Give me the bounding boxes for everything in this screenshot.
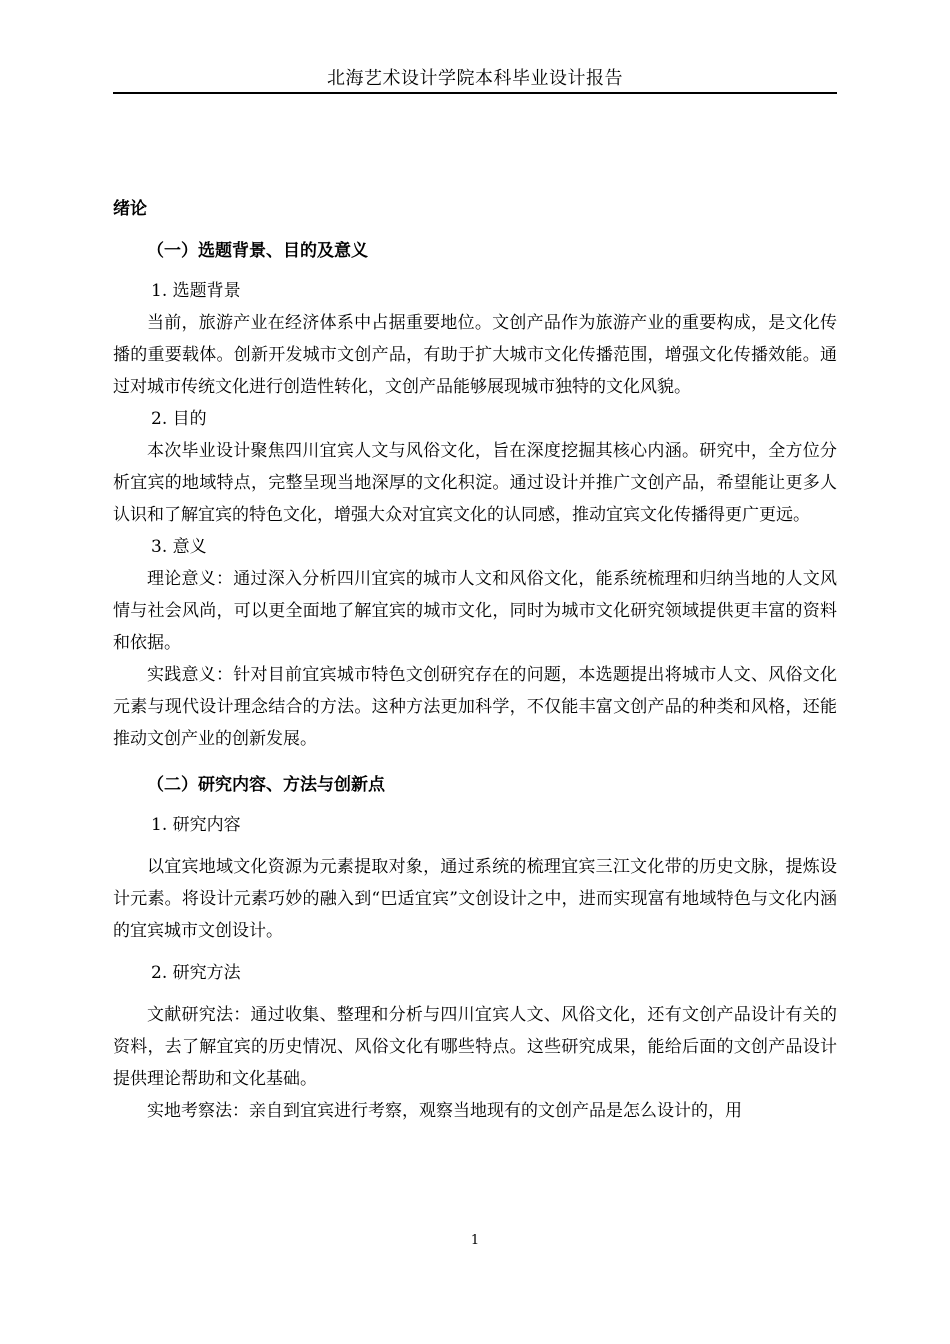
document-body [113,193,837,1127]
practice-significance-paragraph: 实践意义：针对目前宜宾城市特色文创研究存在的问题，本选题提出将城市人文、风俗文化元素与现代设计理念结合的方法。这种方法更加科学，不仅能丰富文创产品的种类和风格，还能推动文创产业的创新发展。 [113,665,837,749]
method-heading: 2. 研究方法 [151,963,241,983]
purpose-paragraph: 本次毕业设计聚焦四川宜宾人文与风俗文化，旨在深度挖掘其核心内涵。研究中，全方位分析宜宾的地域特点，完整呈现当地深厚的文化积淀。通过设计并推广文创产品，希望能让更多人认识和了解宜宾的特色文化，增强大众对宜宾文化的认同感，推动宜宾文化传播得更广更远。 [113,441,837,525]
section-1-title: （一）选题背景、目的及意义 [147,241,368,261]
literature-method-paragraph: 文献研究法：通过收集、整理和分析与四川宜宾人文、风俗文化，还有文创产品设计有关的资料，去了解宜宾的历史情况、风俗文化有哪些特点。这些研究成果，能给后面的文创产品设计提供理论帮助和文化基础。 [113,1005,837,1089]
page-header-title: 北海艺术设计学院本科毕业设计报告 [327,68,623,89]
content-heading: 1. 研究内容 [151,815,241,835]
intro-title: 绪论 [113,199,147,219]
theory-significance-paragraph: 理论意义：通过深入分析四川宜宾的城市人文和风俗文化，能系统梳理和归纳当地的人文风情与社会风尚，可以更全面地了解宜宾的城市文化，同时为城市文化研究领域提供更丰富的资料和依据。 [113,569,837,653]
background-paragraph: 当前，旅游产业在经济体系中占据重要地位。文创产品作为旅游产业的重要构成，是文化传播的重要载体。创新开发城市文创产品，有助于扩大城市文化传播范围，增强文化传播效能。通过对城市传统文化进行创造性转化，文创产品能够展现城市独特的文化风貌。 [113,313,837,397]
background-heading: 1. 选题背景 [151,281,241,301]
section-2-title: （二）研究内容、方法与创新点 [147,775,385,795]
significance-heading: 3. 意义 [151,537,207,557]
header-divider [113,92,837,94]
field-method-paragraph: 实地考察法：亲自到宜宾进行考察，观察当地现有的文创产品是怎么设计的，用 [147,1101,742,1121]
purpose-heading: 2. 目的 [151,409,207,429]
content-paragraph: 以宜宾地域文化资源为元素提取对象，通过系统的梳理宜宾三江文化带的历史文脉，提炼设计元素。将设计元素巧妙的融入到“巴适宜宾”文创设计之中，进而实现富有地域特色与文化内涵的宜宾城市文创设计。 [113,857,837,941]
page-number: 1 [470,1233,480,1248]
